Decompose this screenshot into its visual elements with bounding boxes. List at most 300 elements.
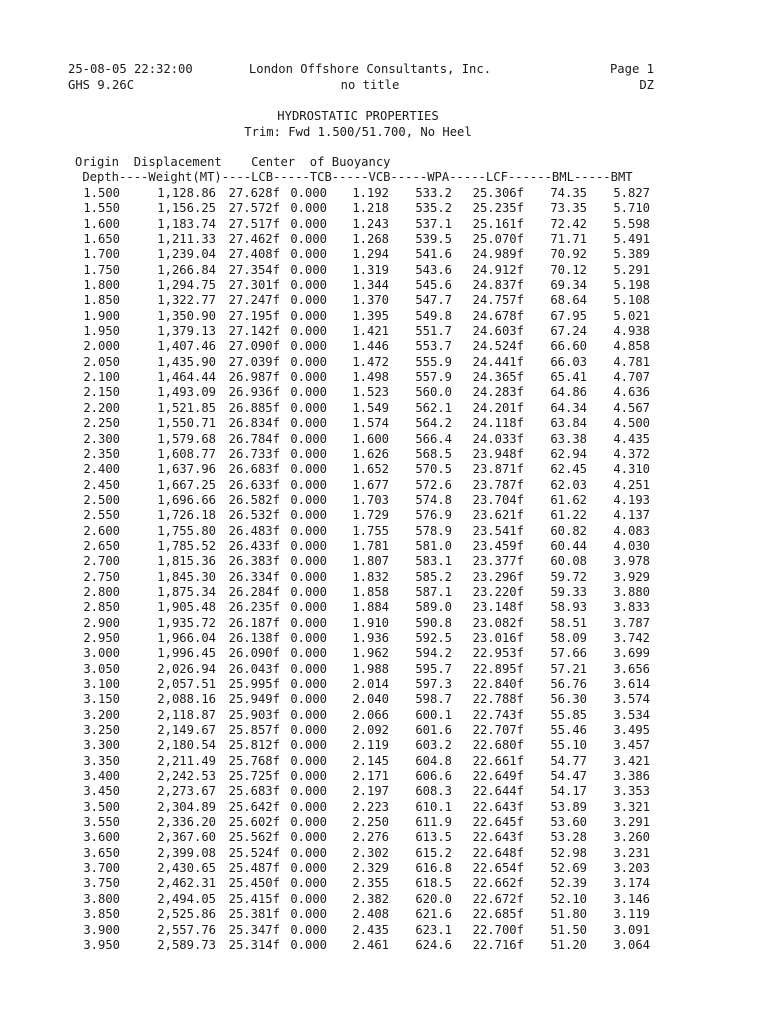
cell-bml: 70.92 bbox=[550, 247, 587, 262]
cell-lcb: 25.347f bbox=[228, 922, 280, 937]
cell-weight: 1,905.48 bbox=[157, 600, 216, 615]
cell-vcb: 2.329 bbox=[352, 861, 389, 876]
cell-vcb: 1.600 bbox=[352, 431, 389, 446]
table-row bbox=[78, 493, 678, 508]
table-row bbox=[78, 462, 678, 477]
cell-weight: 2,304.89 bbox=[157, 799, 216, 814]
cell-lcf: 22.661f bbox=[472, 753, 524, 768]
cell-bmt: 3.119 bbox=[613, 907, 650, 922]
cell-wpa: 547.7 bbox=[415, 293, 452, 308]
cell-lcf: 22.654f bbox=[472, 861, 524, 876]
cell-lcf: 22.645f bbox=[472, 815, 524, 830]
cell-bml: 57.21 bbox=[550, 661, 587, 676]
cell-bmt: 3.534 bbox=[613, 707, 650, 722]
cell-bml: 71.71 bbox=[550, 232, 587, 247]
cell-vcb: 2.119 bbox=[352, 738, 389, 753]
column-header: Depth----Weight(MT)----LCB-----TCB-----VCB-----WPA-----LCF------BML-----BMT bbox=[75, 170, 633, 184]
cell-wpa: 585.2 bbox=[415, 569, 452, 584]
cell-bmt: 3.386 bbox=[613, 769, 650, 784]
cell-weight: 1,239.04 bbox=[157, 247, 216, 262]
cell-weight: 1,128.86 bbox=[157, 186, 216, 200]
cell-depth: 2.750 bbox=[83, 569, 120, 584]
cell-wpa: 595.7 bbox=[415, 661, 452, 676]
table-row bbox=[78, 846, 678, 861]
cell-lcb: 26.334f bbox=[228, 569, 280, 584]
cell-bmt: 3.091 bbox=[613, 922, 650, 937]
cell-wpa: 597.3 bbox=[415, 677, 452, 691]
cell-bmt: 3.064 bbox=[613, 937, 650, 952]
cell-lcb: 27.195f bbox=[228, 308, 280, 323]
cell-tcb: 0.000 bbox=[290, 400, 327, 415]
cell-lcf: 24.524f bbox=[472, 339, 524, 354]
table-row bbox=[78, 217, 678, 232]
cell-bml: 58.51 bbox=[550, 615, 587, 630]
software-version: GHS 9.26C bbox=[68, 78, 135, 92]
cell-lcf: 22.685f bbox=[472, 907, 524, 922]
cell-wpa: 620.0 bbox=[415, 891, 452, 906]
cell-wpa: 537.1 bbox=[415, 216, 452, 231]
cell-lcb: 26.733f bbox=[228, 446, 280, 461]
cell-bmt: 5.021 bbox=[613, 308, 650, 323]
cell-lcf: 25.161f bbox=[472, 216, 524, 231]
cell-depth: 3.600 bbox=[83, 830, 120, 845]
cell-bmt: 3.742 bbox=[613, 630, 650, 645]
cell-vcb: 1.574 bbox=[352, 416, 389, 431]
cell-wpa: 587.1 bbox=[415, 584, 452, 599]
cell-tcb: 0.000 bbox=[290, 554, 327, 569]
cell-weight: 2,399.08 bbox=[157, 845, 216, 860]
cell-tcb: 0.000 bbox=[290, 523, 327, 538]
cell-bmt: 3.614 bbox=[613, 677, 650, 691]
cell-wpa: 606.6 bbox=[415, 769, 452, 784]
cell-bmt: 3.174 bbox=[613, 876, 650, 891]
cell-tcb: 0.000 bbox=[290, 462, 327, 477]
cell-lcb: 26.683f bbox=[228, 462, 280, 477]
cell-depth: 1.750 bbox=[83, 262, 120, 277]
cell-lcb: 27.408f bbox=[228, 247, 280, 262]
cell-depth: 3.000 bbox=[83, 646, 120, 661]
cell-depth: 3.800 bbox=[83, 891, 120, 906]
cell-weight: 2,242.53 bbox=[157, 769, 216, 784]
table-row bbox=[78, 186, 678, 201]
cell-lcb: 27.354f bbox=[228, 262, 280, 277]
cell-lcf: 22.672f bbox=[472, 891, 524, 906]
cell-wpa: 615.2 bbox=[415, 845, 452, 860]
cell-vcb: 1.962 bbox=[352, 646, 389, 661]
cell-wpa: 594.2 bbox=[415, 646, 452, 661]
cell-weight: 2,273.67 bbox=[157, 784, 216, 799]
table-row bbox=[78, 432, 678, 447]
cell-lcf: 23.082f bbox=[472, 615, 524, 630]
cell-vcb: 1.472 bbox=[352, 354, 389, 369]
cell-bml: 51.80 bbox=[550, 907, 587, 922]
cell-bmt: 4.310 bbox=[613, 462, 650, 477]
cell-depth: 3.250 bbox=[83, 723, 120, 738]
cell-depth: 2.500 bbox=[83, 492, 120, 507]
report-timestamp: 25-08-05 22:32:00 bbox=[68, 62, 193, 76]
cell-weight: 2,430.65 bbox=[157, 861, 216, 876]
cell-wpa: 589.0 bbox=[415, 600, 452, 615]
cell-lcf: 24.033f bbox=[472, 431, 524, 446]
cell-weight: 1,579.68 bbox=[157, 431, 216, 446]
cell-tcb: 0.000 bbox=[290, 845, 327, 860]
cell-depth: 2.800 bbox=[83, 584, 120, 599]
cell-wpa: 613.5 bbox=[415, 830, 452, 845]
cell-vcb: 1.781 bbox=[352, 538, 389, 553]
cell-weight: 2,462.31 bbox=[157, 876, 216, 891]
page-title: HYDROSTATIC PROPERTIES bbox=[277, 109, 439, 123]
cell-lcb: 26.433f bbox=[228, 538, 280, 553]
cell-bmt: 3.978 bbox=[613, 554, 650, 569]
cell-bmt: 5.108 bbox=[613, 293, 650, 308]
cell-bml: 60.08 bbox=[550, 554, 587, 569]
cell-weight: 1,266.84 bbox=[157, 262, 216, 277]
cell-weight: 2,026.94 bbox=[157, 661, 216, 676]
cell-vcb: 2.408 bbox=[352, 907, 389, 922]
cell-tcb: 0.000 bbox=[290, 477, 327, 492]
cell-tcb: 0.000 bbox=[290, 707, 327, 722]
table-row bbox=[78, 524, 678, 539]
cell-lcf: 23.148f bbox=[472, 600, 524, 615]
cell-tcb: 0.000 bbox=[290, 815, 327, 830]
cell-weight: 1,608.77 bbox=[157, 446, 216, 461]
cell-lcb: 26.090f bbox=[228, 646, 280, 661]
cell-vcb: 1.344 bbox=[352, 278, 389, 293]
cell-wpa: 555.9 bbox=[415, 354, 452, 369]
cell-lcf: 23.621f bbox=[472, 508, 524, 523]
cell-lcb: 25.562f bbox=[228, 830, 280, 845]
cell-bmt: 4.030 bbox=[613, 538, 650, 553]
cell-tcb: 0.000 bbox=[290, 508, 327, 523]
cell-lcb: 26.936f bbox=[228, 385, 280, 400]
cell-depth: 1.700 bbox=[83, 247, 120, 262]
cell-wpa: 583.1 bbox=[415, 554, 452, 569]
table-row bbox=[78, 570, 678, 585]
cell-lcf: 22.840f bbox=[472, 677, 524, 691]
cell-wpa: 543.6 bbox=[415, 262, 452, 277]
cell-bmt: 3.787 bbox=[613, 615, 650, 630]
table-row bbox=[78, 263, 678, 278]
cell-vcb: 1.395 bbox=[352, 308, 389, 323]
cell-vcb: 2.145 bbox=[352, 753, 389, 768]
cell-depth: 2.900 bbox=[83, 615, 120, 630]
cell-weight: 1,435.90 bbox=[157, 354, 216, 369]
cell-weight: 1,966.04 bbox=[157, 630, 216, 645]
cell-tcb: 0.000 bbox=[290, 201, 327, 216]
cell-vcb: 1.703 bbox=[352, 492, 389, 507]
cell-bml: 57.66 bbox=[550, 646, 587, 661]
table-row bbox=[78, 293, 678, 308]
table-row bbox=[78, 738, 678, 753]
cell-bmt: 4.636 bbox=[613, 385, 650, 400]
cell-vcb: 2.171 bbox=[352, 769, 389, 784]
cell-lcb: 27.039f bbox=[228, 354, 280, 369]
cell-wpa: 535.2 bbox=[415, 201, 452, 216]
cell-lcf: 22.643f bbox=[472, 830, 524, 845]
cell-weight: 1,696.66 bbox=[157, 492, 216, 507]
cell-lcf: 25.070f bbox=[472, 232, 524, 247]
cell-depth: 1.800 bbox=[83, 278, 120, 293]
table-row bbox=[78, 769, 678, 784]
cell-bmt: 4.938 bbox=[613, 324, 650, 339]
cell-bmt: 3.231 bbox=[613, 845, 650, 860]
cell-tcb: 0.000 bbox=[290, 861, 327, 876]
cell-vcb: 2.092 bbox=[352, 723, 389, 738]
cell-lcf: 24.912f bbox=[472, 262, 524, 277]
table-row bbox=[78, 692, 678, 707]
cell-tcb: 0.000 bbox=[290, 615, 327, 630]
cell-vcb: 1.910 bbox=[352, 615, 389, 630]
cell-bml: 59.33 bbox=[550, 584, 587, 599]
cell-depth: 1.500 bbox=[83, 186, 120, 200]
cell-lcb: 26.235f bbox=[228, 600, 280, 615]
cell-wpa: 603.2 bbox=[415, 738, 452, 753]
table-row bbox=[78, 416, 678, 431]
cell-wpa: 608.3 bbox=[415, 784, 452, 799]
cell-weight: 1,464.44 bbox=[157, 370, 216, 385]
cell-lcb: 25.450f bbox=[228, 876, 280, 891]
cell-wpa: 533.2 bbox=[415, 186, 452, 200]
cell-bmt: 4.083 bbox=[613, 523, 650, 538]
cell-weight: 1,935.72 bbox=[157, 615, 216, 630]
cell-bml: 52.69 bbox=[550, 861, 587, 876]
cell-depth: 2.400 bbox=[83, 462, 120, 477]
cell-bmt: 3.929 bbox=[613, 569, 650, 584]
cell-lcb: 26.483f bbox=[228, 523, 280, 538]
cell-depth: 3.850 bbox=[83, 907, 120, 922]
cell-depth: 2.600 bbox=[83, 523, 120, 538]
cell-weight: 2,494.05 bbox=[157, 891, 216, 906]
cell-lcb: 26.532f bbox=[228, 508, 280, 523]
cell-bml: 52.98 bbox=[550, 845, 587, 860]
cell-depth: 3.650 bbox=[83, 845, 120, 860]
cell-tcb: 0.000 bbox=[290, 784, 327, 799]
cell-tcb: 0.000 bbox=[290, 416, 327, 431]
cell-weight: 1,211.33 bbox=[157, 232, 216, 247]
table-row bbox=[78, 876, 678, 891]
cell-bml: 73.35 bbox=[550, 201, 587, 216]
cell-weight: 1,493.09 bbox=[157, 385, 216, 400]
cell-lcf: 22.643f bbox=[472, 799, 524, 814]
table-row bbox=[78, 309, 678, 324]
cell-wpa: 560.0 bbox=[415, 385, 452, 400]
cell-wpa: 545.6 bbox=[415, 278, 452, 293]
cell-bml: 52.39 bbox=[550, 876, 587, 891]
document-subtitle: no title bbox=[340, 78, 400, 92]
cell-bml: 52.10 bbox=[550, 891, 587, 906]
cell-bml: 62.03 bbox=[550, 477, 587, 492]
cell-lcf: 24.989f bbox=[472, 247, 524, 262]
cell-depth: 3.350 bbox=[83, 753, 120, 768]
cell-tcb: 0.000 bbox=[290, 247, 327, 262]
cell-depth: 3.550 bbox=[83, 815, 120, 830]
cell-bml: 63.84 bbox=[550, 416, 587, 431]
cell-vcb: 2.223 bbox=[352, 799, 389, 814]
cell-vcb: 1.243 bbox=[352, 216, 389, 231]
cell-bml: 60.44 bbox=[550, 538, 587, 553]
cell-lcb: 25.415f bbox=[228, 891, 280, 906]
table-row bbox=[78, 616, 678, 631]
cell-vcb: 1.192 bbox=[352, 186, 389, 200]
table-row bbox=[78, 478, 678, 493]
cell-vcb: 2.382 bbox=[352, 891, 389, 906]
cell-bmt: 4.193 bbox=[613, 492, 650, 507]
cell-bml: 60.82 bbox=[550, 523, 587, 538]
cell-lcb: 27.247f bbox=[228, 293, 280, 308]
cell-depth: 1.900 bbox=[83, 308, 120, 323]
cell-wpa: 574.8 bbox=[415, 492, 452, 507]
cell-vcb: 1.421 bbox=[352, 324, 389, 339]
cell-lcb: 25.903f bbox=[228, 707, 280, 722]
cell-depth: 3.900 bbox=[83, 922, 120, 937]
cell-bmt: 5.491 bbox=[613, 232, 650, 247]
table-row bbox=[78, 754, 678, 769]
cell-depth: 3.500 bbox=[83, 799, 120, 814]
cell-lcb: 26.834f bbox=[228, 416, 280, 431]
cell-lcb: 25.683f bbox=[228, 784, 280, 799]
cell-depth: 2.250 bbox=[83, 416, 120, 431]
cell-bmt: 3.321 bbox=[613, 799, 650, 814]
cell-tcb: 0.000 bbox=[290, 569, 327, 584]
cell-depth: 3.050 bbox=[83, 661, 120, 676]
cell-depth: 3.450 bbox=[83, 784, 120, 799]
cell-vcb: 2.276 bbox=[352, 830, 389, 845]
cell-bmt: 3.699 bbox=[613, 646, 650, 661]
cell-weight: 2,367.60 bbox=[157, 830, 216, 845]
cell-wpa: 553.7 bbox=[415, 339, 452, 354]
cell-vcb: 2.197 bbox=[352, 784, 389, 799]
cell-vcb: 1.832 bbox=[352, 569, 389, 584]
cell-lcf: 24.837f bbox=[472, 278, 524, 293]
cell-lcf: 23.704f bbox=[472, 492, 524, 507]
cell-vcb: 2.014 bbox=[352, 677, 389, 691]
cell-lcf: 24.365f bbox=[472, 370, 524, 385]
cell-weight: 1,322.77 bbox=[157, 293, 216, 308]
cell-lcf: 23.787f bbox=[472, 477, 524, 492]
cell-bmt: 5.291 bbox=[613, 262, 650, 277]
author-initials: DZ bbox=[639, 78, 654, 92]
cell-tcb: 0.000 bbox=[290, 370, 327, 385]
cell-tcb: 0.000 bbox=[290, 324, 327, 339]
table-row bbox=[78, 631, 678, 646]
cell-lcb: 26.987f bbox=[228, 370, 280, 385]
cell-lcf: 25.235f bbox=[472, 201, 524, 216]
cell-weight: 1,294.75 bbox=[157, 278, 216, 293]
cell-lcf: 22.743f bbox=[472, 707, 524, 722]
table-row bbox=[78, 339, 678, 354]
cell-wpa: 572.6 bbox=[415, 477, 452, 492]
cell-lcf: 24.283f bbox=[472, 385, 524, 400]
cell-tcb: 0.000 bbox=[290, 584, 327, 599]
cell-weight: 1,785.52 bbox=[157, 538, 216, 553]
cell-bmt: 4.251 bbox=[613, 477, 650, 492]
cell-wpa: 604.8 bbox=[415, 753, 452, 768]
cell-lcf: 22.707f bbox=[472, 723, 524, 738]
table-row bbox=[78, 830, 678, 845]
cell-depth: 1.600 bbox=[83, 216, 120, 231]
cell-vcb: 1.884 bbox=[352, 600, 389, 615]
cell-bml: 53.60 bbox=[550, 815, 587, 830]
cell-weight: 2,180.54 bbox=[157, 738, 216, 753]
cell-lcf: 24.201f bbox=[472, 400, 524, 415]
table-row bbox=[78, 324, 678, 339]
table-row bbox=[78, 907, 678, 922]
cell-vcb: 1.807 bbox=[352, 554, 389, 569]
cell-bmt: 3.203 bbox=[613, 861, 650, 876]
cell-vcb: 1.626 bbox=[352, 446, 389, 461]
table-row bbox=[78, 800, 678, 815]
cell-lcb: 26.138f bbox=[228, 630, 280, 645]
cell-wpa: 616.8 bbox=[415, 861, 452, 876]
cell-depth: 1.850 bbox=[83, 293, 120, 308]
cell-wpa: 539.5 bbox=[415, 232, 452, 247]
cell-tcb: 0.000 bbox=[290, 937, 327, 952]
cell-vcb: 1.549 bbox=[352, 400, 389, 415]
cell-depth: 2.650 bbox=[83, 538, 120, 553]
cell-depth: 1.950 bbox=[83, 324, 120, 339]
cell-wpa: 549.8 bbox=[415, 308, 452, 323]
cell-bml: 59.72 bbox=[550, 569, 587, 584]
cell-bmt: 3.656 bbox=[613, 661, 650, 676]
cell-weight: 1,996.45 bbox=[157, 646, 216, 661]
table-row bbox=[78, 539, 678, 554]
cell-wpa: 551.7 bbox=[415, 324, 452, 339]
cell-lcb: 25.768f bbox=[228, 753, 280, 768]
cell-weight: 1,521.85 bbox=[157, 400, 216, 415]
cell-weight: 1,637.96 bbox=[157, 462, 216, 477]
cell-lcb: 25.642f bbox=[228, 799, 280, 814]
cell-depth: 3.100 bbox=[83, 677, 120, 691]
cell-bml: 54.17 bbox=[550, 784, 587, 799]
cell-bmt: 3.457 bbox=[613, 738, 650, 753]
cell-tcb: 0.000 bbox=[290, 646, 327, 661]
cell-bml: 68.64 bbox=[550, 293, 587, 308]
cell-lcb: 25.857f bbox=[228, 723, 280, 738]
cell-bmt: 5.710 bbox=[613, 201, 650, 216]
cell-tcb: 0.000 bbox=[290, 876, 327, 891]
page-number: Page 1 bbox=[609, 62, 654, 76]
cell-tcb: 0.000 bbox=[290, 661, 327, 676]
cell-wpa: 601.6 bbox=[415, 723, 452, 738]
cell-bmt: 3.880 bbox=[613, 584, 650, 599]
cell-lcf: 22.644f bbox=[472, 784, 524, 799]
cell-bml: 64.86 bbox=[550, 385, 587, 400]
cell-vcb: 1.294 bbox=[352, 247, 389, 262]
table-row bbox=[78, 892, 678, 907]
cell-tcb: 0.000 bbox=[290, 216, 327, 231]
cell-weight: 1,350.90 bbox=[157, 308, 216, 323]
cell-tcb: 0.000 bbox=[290, 186, 327, 200]
cell-lcb: 25.995f bbox=[228, 677, 280, 691]
cell-lcf: 23.377f bbox=[472, 554, 524, 569]
cell-lcf: 24.757f bbox=[472, 293, 524, 308]
cell-vcb: 1.988 bbox=[352, 661, 389, 676]
cell-lcb: 27.462f bbox=[228, 232, 280, 247]
cell-bml: 58.93 bbox=[550, 600, 587, 615]
table-row bbox=[78, 938, 678, 953]
cell-bmt: 5.389 bbox=[613, 247, 650, 262]
cell-vcb: 1.370 bbox=[352, 293, 389, 308]
cell-depth: 3.950 bbox=[83, 937, 120, 952]
table-row bbox=[78, 923, 678, 938]
cell-bml: 55.85 bbox=[550, 707, 587, 722]
cell-wpa: 562.1 bbox=[415, 400, 452, 415]
cell-wpa: 611.9 bbox=[415, 815, 452, 830]
cell-tcb: 0.000 bbox=[290, 799, 327, 814]
table-row bbox=[78, 385, 678, 400]
cell-vcb: 1.218 bbox=[352, 201, 389, 216]
cell-weight: 1,407.46 bbox=[157, 339, 216, 354]
